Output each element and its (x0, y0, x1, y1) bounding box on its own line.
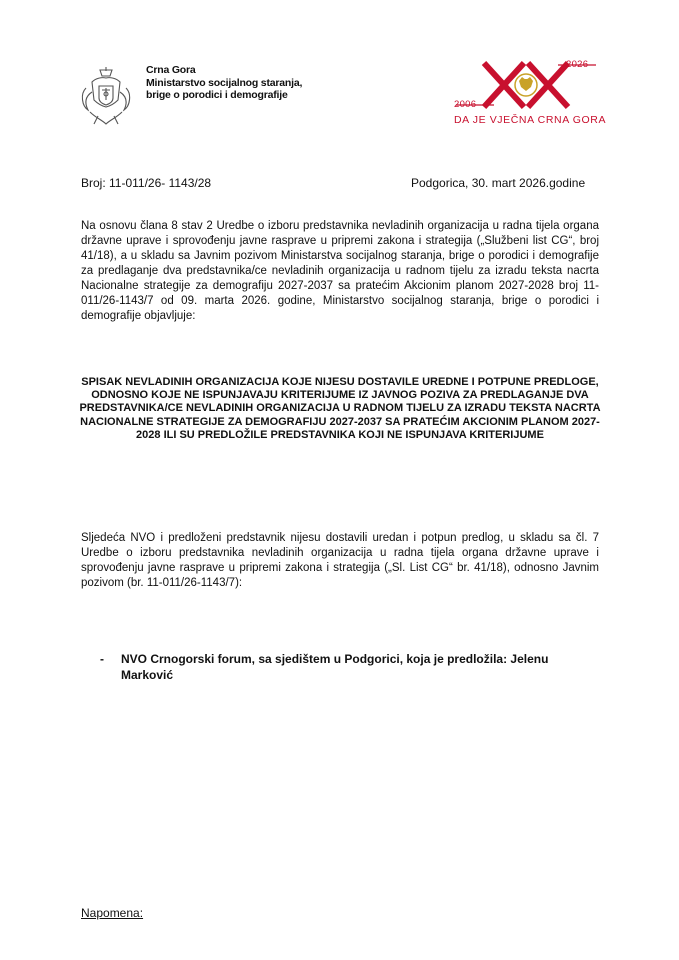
anniversary-year-end: 2026 (566, 59, 589, 70)
coat-of-arms-icon (78, 66, 134, 128)
anniversary-year-start: 2006 (454, 99, 477, 110)
country-name: Crna Gora (146, 64, 196, 76)
anniversary-slogan: DA JE VJEČNA CRNA GORA (454, 114, 607, 126)
document-title: SPISAK NEVLADINIH ORGANIZACIJA KOJE NIJESU DOSTAVILE UREDNE I POTPUNE PREDLOGE, ODNOSNO KOJE NE ISPUNJAVAJU KRITERIJUME IZ JAVNOG POZIVA ZA PREDLAGANJE DVA PREDSTAVNIKA/CE NEVLADINIH ORGANIZACIJA U RADNOM TIJELU ZA IZRADU TEKSTA NACRTA NACIONALNE STRATEGIJE ZA DEMOGRAFIJU 2027-2037 SA PRATEĆIM AKCIONIM PLANOM 2027-2028 ILI SU PREDLOŽILE PREDSTAVNIKA KOJI NE ISPUNJAVA KRITERIJUME (79, 376, 601, 441)
anniversary-logo (446, 55, 606, 135)
place-date: Podgorica, 30. mart 2026.godine (411, 176, 586, 190)
list-marker: - (100, 652, 104, 666)
ministry-name (146, 64, 302, 102)
intro-paragraph: Na osnovu člana 8 stav 2 Uredbe o izboru predstavnika nevladinih organizacija u radna tijela organa državne uprave i sprovođenju javne rasprave u pripremi zakona i strategija („Službeni list CG“, broj 41/18), a u skladu sa Javnim pozivom Ministarstva socijalnog staranja, brige o porodici i demografije za predlaganje dva predstavnika/ce nevladinih organizacija u radnom tijelu za izradu teksta nacrta Nacionalne strategije za demografiju 2027-2037 sa pratećim Akcionim planom 2027-2028 broj 11-011/26-1143/7 od 09. marta 2026. godine, Ministarstvo socijalnog staranja, brige o porodici i demografije objavljuje: (81, 220, 599, 322)
note-label: Napomena: (81, 906, 144, 920)
ministry-name-line2: brige o porodici i demografije (146, 89, 288, 101)
ministry-name-line1: Ministarstvo socijalnog staranja, (146, 76, 303, 89)
list-item-text: NVO Crnogorski forum, sa sjedištem u Podgorici, koja je predložila: Jelenu Marković (121, 652, 549, 682)
body-paragraph: Sljedeća NVO i predloženi predstavnik nijesu dostavili uredan i potpun predlog, u skladu sa čl. 7 Uredbe o izboru predstavnika nevladinih organizacija u radna tijela organa državne uprave i sprovođenju javne rasprave u pripremi zakona i strategija („Sl. List CG“ br. 41/18), odnosno Javnim pozivom (br. 11-011/26-1143/7): (81, 532, 599, 589)
document-number: Broj: 11-011/26- 1143/28 (81, 176, 212, 190)
